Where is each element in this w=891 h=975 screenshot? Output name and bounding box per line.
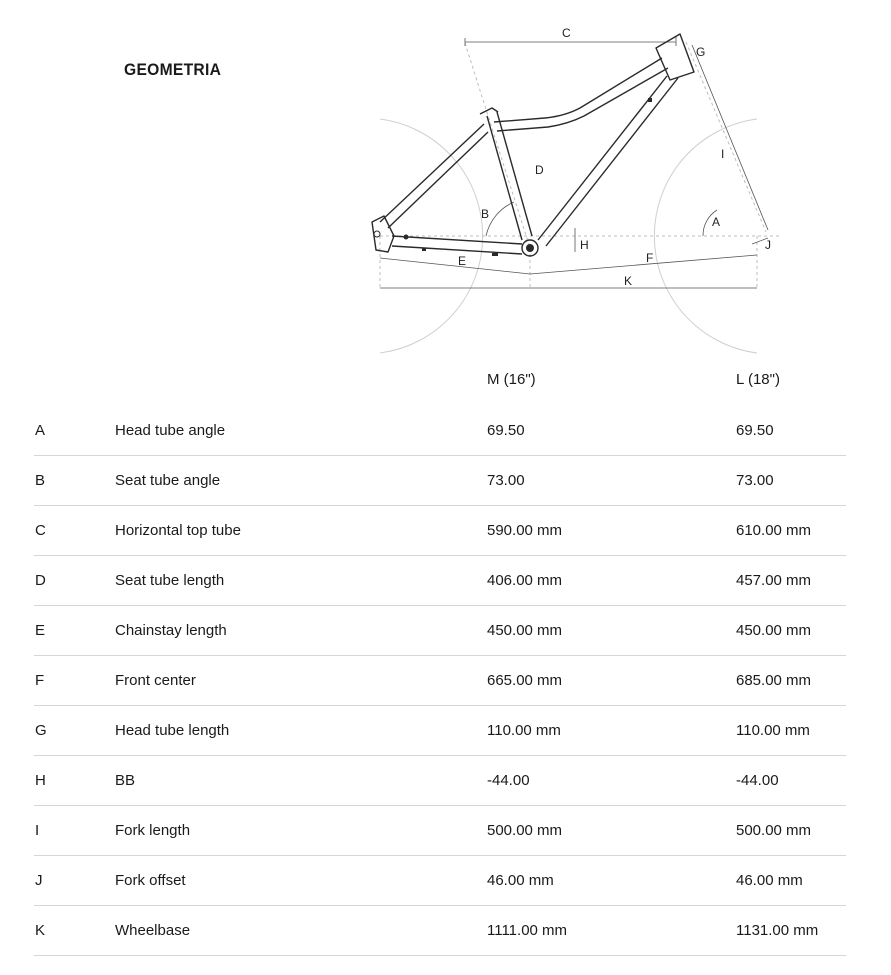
row-value-m: 450.00 mm [487,622,563,639]
table-row [34,456,846,506]
row-letter: I [35,822,40,839]
label-e: E [458,254,467,268]
label-a: A [712,215,721,229]
label-i: I [721,147,725,161]
table-row [34,856,846,906]
row-value-l: -44.00 [736,772,779,789]
row-letter: D [35,572,46,589]
label-k: K [624,274,633,288]
row-letter: C [35,522,46,539]
row-value-m: 500.00 mm [487,822,563,839]
row-letter: E [35,622,46,639]
row-label: Wheelbase [115,922,191,939]
table-row [34,406,846,456]
row-value-l: 500.00 mm [736,822,812,839]
row-value-m: 73.00 [487,472,525,489]
row-value-m: 1111.00 mm [487,922,568,939]
label-c: C [562,26,571,40]
table-row [34,556,846,606]
bottom-bracket [526,244,534,252]
row-value-l: 1131.00 mm [736,922,819,939]
row-value-l: 610.00 mm [736,522,812,539]
row-label: Horizontal top tube [115,522,241,539]
row-letter: J [35,872,43,889]
table-row [34,656,846,706]
bike-geometry-diagram [0,0,891,360]
label-b: B [481,207,490,221]
label-j: J [765,238,771,252]
row-label: Head tube angle [115,422,226,439]
bike-frame [372,34,694,256]
bottle-boss [648,98,652,102]
column-header-m: M (16") [487,371,536,388]
row-value-l: 46.00 mm [736,872,803,889]
row-letter: A [35,422,46,439]
row-letter: G [35,722,47,739]
row-label: Chainstay length [115,622,227,639]
row-value-m: 46.00 mm [487,872,554,889]
cable-guide-2 [492,253,498,256]
table-row [34,806,846,856]
row-value-l: 110.00 mm [736,722,810,739]
page-title: GEOMETRIA [124,60,222,79]
label-d: D [535,163,544,177]
row-letter: K [35,922,46,939]
row-value-m: -44.00 [487,772,530,789]
row-label: Fork length [115,822,191,839]
dropout-bolt [404,235,409,240]
row-value-l: 450.00 mm [736,622,812,639]
row-letter: H [35,772,46,789]
row-value-m: 665.00 mm [487,672,563,689]
table-row [34,756,846,806]
row-value-m: 590.00 mm [487,522,563,539]
row-label: Fork offset [115,872,186,889]
row-label: Seat tube length [115,572,225,589]
label-f: F [646,251,654,265]
label-g: G [696,45,706,59]
table-row [34,706,846,756]
row-value-l: 73.00 [736,472,774,489]
row-letter: F [35,672,45,689]
row-value-l: 685.00 mm [736,672,812,689]
cable-guide [422,248,426,251]
label-h: H [580,238,589,252]
row-value-l: 69.50 [736,422,774,439]
row-value-m: 69.50 [487,422,525,439]
dimension-lines [380,36,768,288]
column-header-l: L (18") [736,371,780,388]
row-label: BB [115,772,136,789]
row-value-l: 457.00 mm [736,572,812,589]
row-label: Head tube length [115,722,230,739]
row-value-m: 406.00 mm [487,572,563,589]
row-letter: B [35,472,46,489]
row-value-m: 110.00 mm [487,722,561,739]
table-row [34,606,846,656]
table-row [34,506,846,556]
row-label: Front center [115,672,196,689]
rear-axle [374,231,380,237]
table-row [34,906,846,956]
geometry-table [34,406,846,956]
row-label: Seat tube angle [115,472,221,489]
